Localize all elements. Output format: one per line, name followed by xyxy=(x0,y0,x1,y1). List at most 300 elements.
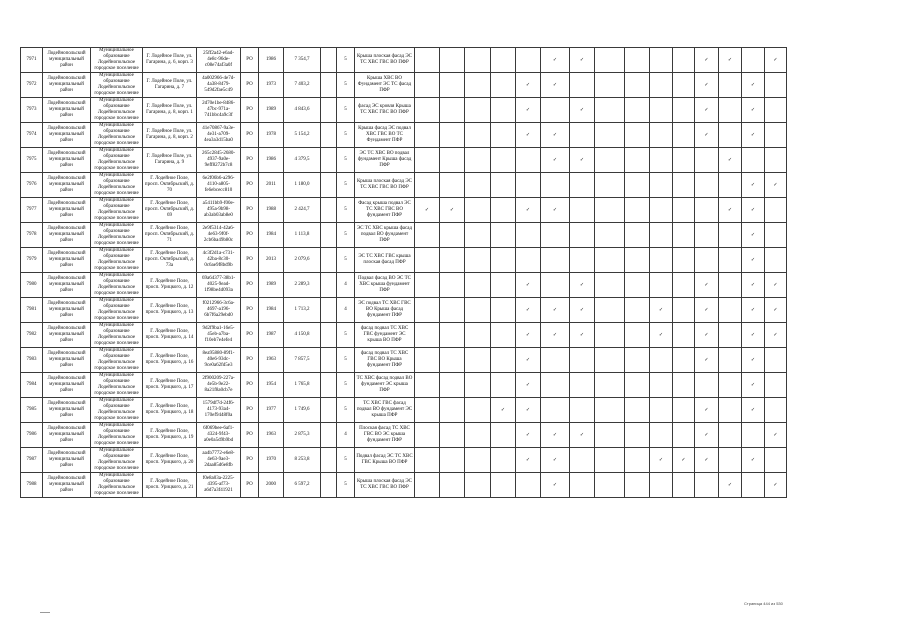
check-mark-icon: ✓ xyxy=(765,423,787,448)
check-mark-icon: ✓ xyxy=(541,123,570,148)
building-code: 265c2845-2680-4937-9a0e-9eff8272b7c8 xyxy=(197,148,241,173)
empty-check-cell xyxy=(440,348,465,373)
check-mark-icon: ✓ xyxy=(719,473,742,498)
empty-check-cell xyxy=(415,298,440,323)
row-number: 7988 xyxy=(21,473,43,498)
check-mark-icon: ✓ xyxy=(516,123,541,148)
floor-count: 5 xyxy=(337,223,355,248)
total-area: 5 154,2 xyxy=(284,123,321,148)
building-address: Г. Лодейное Поле, просп. Урицкого, д. 13 xyxy=(143,298,197,323)
total-area: 1 713,2 xyxy=(284,298,321,323)
empty-check-cell xyxy=(465,123,491,148)
floor-count: 5 xyxy=(337,448,355,473)
empty-check-cell xyxy=(570,448,595,473)
empty-check-cell xyxy=(465,323,491,348)
check-mark-icon: ✓ xyxy=(516,323,541,348)
empty-check-cell xyxy=(625,223,650,248)
empty-check-cell xyxy=(765,73,787,98)
empty-check-cell xyxy=(742,423,765,448)
total-area: 7 857,5 xyxy=(284,348,321,373)
empty-check-cell xyxy=(719,298,742,323)
empty-check-cell xyxy=(491,148,516,173)
empty-check-cell xyxy=(595,223,625,248)
empty-check-cell xyxy=(440,73,465,98)
empty-check-cell xyxy=(695,248,719,273)
table-row xyxy=(21,348,787,373)
ownership-type: РО xyxy=(241,148,259,173)
check-mark-icon: ✓ xyxy=(742,298,765,323)
empty-check-cell xyxy=(516,223,541,248)
total-area: 2 424,7 xyxy=(284,198,321,223)
district-name: Лодейнопольский муниципальный район xyxy=(43,48,91,73)
blank-cell xyxy=(321,73,337,98)
blank-cell xyxy=(321,273,337,298)
check-mark-icon: ✓ xyxy=(650,448,673,473)
building-address: Г. Лодейное Поле, просп. Урицкого, д. 18 xyxy=(143,398,197,423)
check-mark-icon: ✓ xyxy=(570,273,595,298)
district-name: Лодейнопольский муниципальный район xyxy=(43,73,91,98)
row-number: 7987 xyxy=(21,448,43,473)
table-row xyxy=(21,398,787,423)
empty-check-cell xyxy=(415,223,440,248)
blank-cell xyxy=(321,448,337,473)
empty-check-cell xyxy=(650,348,673,373)
works-list: ЭС ТС ХВС ГВС крыша плоская фасад ПФР xyxy=(355,248,415,273)
check-mark-icon: ✓ xyxy=(570,148,595,173)
check-mark-icon: ✓ xyxy=(516,198,541,223)
floor-count: 5 xyxy=(337,373,355,398)
check-mark-icon: ✓ xyxy=(742,73,765,98)
empty-check-cell xyxy=(516,173,541,198)
building-code: 1579df7d-24f6-4173-93a4-170ef9448f0a xyxy=(197,398,241,423)
empty-check-cell xyxy=(695,148,719,173)
table-row xyxy=(21,248,787,273)
works-list: Крыша плоская фасад ЭС ТС ХВС ГВС ВО ПФР xyxy=(355,48,415,73)
check-mark-icon: ✓ xyxy=(695,73,719,98)
empty-check-cell xyxy=(765,398,787,423)
empty-check-cell xyxy=(440,123,465,148)
empty-check-cell xyxy=(673,273,695,298)
check-mark-icon: ✓ xyxy=(742,223,765,248)
empty-check-cell xyxy=(440,448,465,473)
empty-check-cell xyxy=(440,298,465,323)
row-number: 7976 xyxy=(21,173,43,198)
empty-check-cell xyxy=(742,48,765,73)
empty-check-cell xyxy=(650,123,673,148)
district-name: Лодейнопольский муниципальный район xyxy=(43,423,91,448)
municipality-name: Муниципальное образование Лодейнопольское городское поселение xyxy=(91,423,143,448)
empty-check-cell xyxy=(719,423,742,448)
check-mark-icon: ✓ xyxy=(516,98,541,123)
empty-check-cell xyxy=(595,398,625,423)
empty-check-cell xyxy=(415,373,440,398)
empty-check-cell xyxy=(491,123,516,148)
check-mark-icon: ✓ xyxy=(570,48,595,73)
floor-count: 5 xyxy=(337,473,355,498)
ownership-type: РО xyxy=(241,373,259,398)
municipality-name: Муниципальное образование Лодейнопольское городское поселение xyxy=(91,248,143,273)
empty-check-cell xyxy=(491,73,516,98)
table-row xyxy=(21,98,787,123)
works-list: фасад ЭС кровля Крыша ТС ХВС ГВС ВО ПФР xyxy=(355,98,415,123)
empty-check-cell xyxy=(465,198,491,223)
check-mark-icon: ✓ xyxy=(719,198,742,223)
empty-check-cell xyxy=(541,348,570,373)
building-code: a5411bb9-f00e-495a-9b98-ab3ab03ab8e0 xyxy=(197,198,241,223)
blank-cell xyxy=(321,48,337,73)
building-code: 41e70867-9a3e-4e31-a709-4ea3a3d15ba0 xyxy=(197,123,241,148)
check-mark-icon: ✓ xyxy=(491,398,516,423)
row-number: 7972 xyxy=(21,73,43,98)
blank-cell xyxy=(321,323,337,348)
empty-check-cell xyxy=(465,473,491,498)
floor-count: 5 xyxy=(337,48,355,73)
total-area: 1 113,8 xyxy=(284,223,321,248)
empty-check-cell xyxy=(491,348,516,373)
empty-check-cell xyxy=(673,398,695,423)
works-list: ЭС ТС ХВС ВО подвал фундамент Крыша фасад ПФР xyxy=(355,148,415,173)
check-mark-icon: ✓ xyxy=(765,473,787,498)
empty-check-cell xyxy=(595,248,625,273)
check-mark-icon: ✓ xyxy=(541,448,570,473)
empty-check-cell xyxy=(570,398,595,423)
ownership-type: РО xyxy=(241,423,259,448)
district-name: Лодейнопольский муниципальный район xyxy=(43,223,91,248)
empty-check-cell xyxy=(595,448,625,473)
empty-check-cell xyxy=(491,373,516,398)
empty-check-cell xyxy=(765,98,787,123)
district-name: Лодейнопольский муниципальный район xyxy=(43,98,91,123)
empty-check-cell xyxy=(719,398,742,423)
row-number: 7983 xyxy=(21,348,43,373)
works-list: ЭС ТС ХВС крыша фасад подвал ВО фундамент ПФР xyxy=(355,223,415,248)
empty-check-cell xyxy=(595,323,625,348)
empty-check-cell xyxy=(440,98,465,123)
total-area: 4 843,6 xyxy=(284,98,321,123)
check-mark-icon: ✓ xyxy=(742,248,765,273)
district-name: Лодейнопольский муниципальный район xyxy=(43,198,91,223)
check-mark-icon: ✓ xyxy=(673,448,695,473)
build-year: 1970 xyxy=(259,448,284,473)
building-address: Г. Лодейное Поле, просп. Октябрьский, д. 69 xyxy=(143,198,197,223)
check-mark-icon: ✓ xyxy=(742,198,765,223)
district-name: Лодейнопольский муниципальный район xyxy=(43,398,91,423)
empty-check-cell xyxy=(765,348,787,373)
works-list: Крыша фасад ЭС подвал ХВС ГВС ВО ТС Фундамент ПФР xyxy=(355,123,415,148)
check-mark-icon: ✓ xyxy=(742,398,765,423)
blank-cell xyxy=(321,148,337,173)
check-mark-icon: ✓ xyxy=(742,98,765,123)
check-mark-icon: ✓ xyxy=(570,423,595,448)
empty-check-cell xyxy=(570,123,595,148)
municipality-name: Муниципальное образование Лодейнопольское городское поселение xyxy=(91,73,143,98)
check-mark-icon: ✓ xyxy=(516,348,541,373)
ownership-type: РО xyxy=(241,298,259,323)
empty-check-cell xyxy=(625,448,650,473)
empty-check-cell xyxy=(465,148,491,173)
empty-check-cell xyxy=(595,198,625,223)
check-mark-icon: ✓ xyxy=(742,273,765,298)
empty-check-cell xyxy=(650,273,673,298)
empty-check-cell xyxy=(625,473,650,498)
check-mark-icon: ✓ xyxy=(695,323,719,348)
district-name: Лодейнопольский муниципальный район xyxy=(43,123,91,148)
municipality-name: Муниципальное образование Лодейнопольское городское поселение xyxy=(91,398,143,423)
empty-check-cell xyxy=(570,173,595,198)
empty-check-cell xyxy=(465,448,491,473)
build-year: 2013 xyxy=(259,248,284,273)
empty-check-cell xyxy=(625,298,650,323)
municipality-name: Муниципальное образование Лодейнопольское городское поселение xyxy=(91,198,143,223)
blank-cell xyxy=(321,198,337,223)
register-rows xyxy=(21,48,787,498)
register-table xyxy=(20,47,787,498)
total-area: 4 150,8 xyxy=(284,323,321,348)
empty-check-cell xyxy=(719,323,742,348)
check-mark-icon: ✓ xyxy=(765,48,787,73)
floor-count: 5 xyxy=(337,123,355,148)
blank-cell xyxy=(321,123,337,148)
empty-check-cell xyxy=(491,323,516,348)
build-year: 1954 xyxy=(259,373,284,398)
municipality-name: Муниципальное образование Лодейнопольское городское поселение xyxy=(91,473,143,498)
empty-check-cell xyxy=(491,173,516,198)
empty-check-cell xyxy=(491,273,516,298)
check-mark-icon: ✓ xyxy=(695,98,719,123)
empty-check-cell xyxy=(673,123,695,148)
build-year: 1987 xyxy=(259,323,284,348)
district-name: Лодейнопольский муниципальный район xyxy=(43,348,91,373)
blank-cell xyxy=(321,373,337,398)
check-mark-icon: ✓ xyxy=(516,273,541,298)
empty-check-cell xyxy=(541,223,570,248)
building-code: 8ea95880-89f1-40e6-93dc-9ce0a62fd5e3 xyxy=(197,348,241,373)
build-year: 1986 xyxy=(259,148,284,173)
building-address: Г. Лодейное Поле, просп. Урицкого, д. 14 xyxy=(143,323,197,348)
empty-check-cell xyxy=(765,198,787,223)
blank-cell xyxy=(321,348,337,373)
empty-check-cell xyxy=(570,248,595,273)
building-address: Г. Лодейное Поле, просп. Урицкого, д. 17 xyxy=(143,373,197,398)
empty-check-cell xyxy=(491,473,516,498)
works-list: фасад подвал ТС ХВС ГВС ВО Крыша фундамент ПФР xyxy=(355,348,415,373)
total-area: 4 379,5 xyxy=(284,148,321,173)
empty-check-cell xyxy=(625,273,650,298)
empty-check-cell xyxy=(541,98,570,123)
empty-check-cell xyxy=(625,48,650,73)
empty-check-cell xyxy=(570,223,595,248)
works-list: Крыша плоская фасад ЭС ТС ХВС ГВС ВО ПФР xyxy=(355,473,415,498)
floor-count: 5 xyxy=(337,173,355,198)
check-mark-icon: ✓ xyxy=(719,148,742,173)
empty-check-cell xyxy=(415,423,440,448)
floor-count: 4 xyxy=(337,273,355,298)
building-address: Г. Лодейное Поле, ул. Гагарина, д. 9 xyxy=(143,148,197,173)
ownership-type: РО xyxy=(241,448,259,473)
municipality-name: Муниципальное образование Лодейнопольское городское поселение xyxy=(91,273,143,298)
ownership-type: РО xyxy=(241,348,259,373)
corner-mark xyxy=(40,612,50,613)
building-address: Г. Лодейное Поле, ул. Гагарина, д. 8, корп. 2 xyxy=(143,123,197,148)
district-name: Лодейнопольский муниципальный район xyxy=(43,148,91,173)
ownership-type: РО xyxy=(241,248,259,273)
empty-check-cell xyxy=(625,123,650,148)
works-list: Крыша ХВС ВО Фундамент ЭС ТС фасад ПФР xyxy=(355,73,415,98)
works-list: ЭС подвал ТС ХВС ГВС ВО Крыша фасад фундамент ПФР xyxy=(355,298,415,323)
building-address: Г. Лодейное Поле, ул. Гагарина, д. 6, корп. 3 xyxy=(143,48,197,73)
empty-check-cell xyxy=(719,73,742,98)
table-row xyxy=(21,48,787,73)
total-area: 6 597,2 xyxy=(284,473,321,498)
ownership-type: РО xyxy=(241,273,259,298)
ownership-type: РО xyxy=(241,198,259,223)
check-mark-icon: ✓ xyxy=(719,48,742,73)
table-row xyxy=(21,148,787,173)
check-mark-icon: ✓ xyxy=(695,398,719,423)
empty-check-cell xyxy=(415,48,440,73)
municipality-name: Муниципальное образование Лодейнопольское городское поселение xyxy=(91,373,143,398)
district-name: Лодейнопольский муниципальный район xyxy=(43,373,91,398)
floor-count: 5 xyxy=(337,198,355,223)
floor-count: 5 xyxy=(337,98,355,123)
row-number: 7979 xyxy=(21,248,43,273)
empty-check-cell xyxy=(625,98,650,123)
check-mark-icon: ✓ xyxy=(695,48,719,73)
building-address: Г. Лодейное Поле, просп. Урицкого, д. 20 xyxy=(143,448,197,473)
empty-check-cell xyxy=(415,398,440,423)
empty-check-cell xyxy=(625,73,650,98)
empty-check-cell xyxy=(570,73,595,98)
check-mark-icon: ✓ xyxy=(516,448,541,473)
empty-check-cell xyxy=(516,148,541,173)
works-list: Крыша плоская фасад ЭС ТС ХВС ГВС ВО ПФР xyxy=(355,173,415,198)
empty-check-cell xyxy=(595,298,625,323)
empty-check-cell xyxy=(650,423,673,448)
empty-check-cell xyxy=(440,373,465,398)
empty-check-cell xyxy=(625,173,650,198)
check-mark-icon: ✓ xyxy=(650,298,673,323)
empty-check-cell xyxy=(742,148,765,173)
building-address: Г. Лодейное Поле, просп. Урицкого, д. 12 xyxy=(143,273,197,298)
blank-cell xyxy=(321,423,337,448)
empty-check-cell xyxy=(595,473,625,498)
blank-cell xyxy=(321,173,337,198)
empty-check-cell xyxy=(673,223,695,248)
total-area: 1 765,8 xyxy=(284,373,321,398)
check-mark-icon: ✓ xyxy=(516,373,541,398)
empty-check-cell xyxy=(440,223,465,248)
empty-check-cell xyxy=(719,98,742,123)
blank-cell xyxy=(321,473,337,498)
building-code: 2e9f5314-42a6-4e63-9f0f-2cb6ba49b80c xyxy=(197,223,241,248)
empty-check-cell xyxy=(650,373,673,398)
empty-check-cell xyxy=(491,198,516,223)
empty-check-cell xyxy=(765,148,787,173)
municipality-name: Муниципальное образование Лодейнопольское городское поселение xyxy=(91,223,143,248)
empty-check-cell xyxy=(465,398,491,423)
total-area: 1 749,6 xyxy=(284,398,321,423)
empty-check-cell xyxy=(570,473,595,498)
building-code: 69a64377-38b1-4025-9ead-1f98be4d093a xyxy=(197,273,241,298)
check-mark-icon: ✓ xyxy=(541,423,570,448)
empty-check-cell xyxy=(465,248,491,273)
empty-check-cell xyxy=(595,148,625,173)
empty-check-cell xyxy=(650,398,673,423)
check-mark-icon: ✓ xyxy=(541,473,570,498)
empty-check-cell xyxy=(625,148,650,173)
empty-check-cell xyxy=(440,48,465,73)
empty-check-cell xyxy=(673,323,695,348)
row-number: 7973 xyxy=(21,98,43,123)
empty-check-cell xyxy=(415,73,440,98)
empty-check-cell xyxy=(765,373,787,398)
empty-check-cell xyxy=(673,48,695,73)
building-address: Г. Лодейное Поле, просп. Октябрьский, д. 70 xyxy=(143,173,197,198)
building-code: 4c3f2d1a-c731-42ba-8c30-0c6ae9f8bd9b xyxy=(197,248,241,273)
empty-check-cell xyxy=(541,273,570,298)
empty-check-cell xyxy=(650,248,673,273)
building-address: Г. Лодейное Поле, ул. Гагарина, д. 8, корп. 1 xyxy=(143,98,197,123)
municipality-name: Муниципальное образование Лодейнопольское городское поселение xyxy=(91,48,143,73)
empty-check-cell xyxy=(491,98,516,123)
building-address: Г. Лодейное Поле, просп. Октябрьский, д. 71 xyxy=(143,223,197,248)
municipality-name: Муниципальное образование Лодейнопольское городское поселение xyxy=(91,298,143,323)
row-number: 7986 xyxy=(21,423,43,448)
municipality-name: Муниципальное образование Лодейнопольское городское поселение xyxy=(91,123,143,148)
row-number: 7984 xyxy=(21,373,43,398)
empty-check-cell xyxy=(595,373,625,398)
building-address: Г. Лодейное Поле, просп. Урицкого, д. 19 xyxy=(143,423,197,448)
check-mark-icon: ✓ xyxy=(516,73,541,98)
empty-check-cell xyxy=(491,223,516,248)
empty-check-cell xyxy=(625,323,650,348)
empty-check-cell xyxy=(440,423,465,448)
empty-check-cell xyxy=(695,373,719,398)
empty-check-cell xyxy=(625,198,650,223)
total-area: 2 289,3 xyxy=(284,273,321,298)
empty-check-cell xyxy=(625,398,650,423)
empty-check-cell xyxy=(650,73,673,98)
check-mark-icon: ✓ xyxy=(516,423,541,448)
check-mark-icon: ✓ xyxy=(695,448,719,473)
empty-check-cell xyxy=(719,373,742,398)
building-code: 9d2f9ba1-16e5-45eb-a7ba-f10eb7e4efe4 xyxy=(197,323,241,348)
empty-check-cell xyxy=(765,123,787,148)
ownership-type: РО xyxy=(241,123,259,148)
building-address: Г. Лодейное Поле, ул. Гагарина, д. 7 xyxy=(143,73,197,98)
empty-check-cell xyxy=(415,348,440,373)
building-address: Г. Лодейное Поле, просп. Октябрьский, д. 73а xyxy=(143,248,197,273)
empty-check-cell xyxy=(415,448,440,473)
check-mark-icon: ✓ xyxy=(570,323,595,348)
empty-check-cell xyxy=(719,223,742,248)
empty-check-cell xyxy=(465,423,491,448)
building-address: Г. Лодейное Поле, просп. Урицкого, д. 21 xyxy=(143,473,197,498)
check-mark-icon: ✓ xyxy=(765,173,787,198)
build-year: 1978 xyxy=(259,123,284,148)
check-mark-icon: ✓ xyxy=(742,373,765,398)
empty-check-cell xyxy=(595,73,625,98)
row-number: 7982 xyxy=(21,323,43,348)
empty-check-cell xyxy=(673,198,695,223)
check-mark-icon: ✓ xyxy=(650,323,673,348)
ownership-type: РО xyxy=(241,323,259,348)
empty-check-cell xyxy=(695,198,719,223)
check-mark-icon: ✓ xyxy=(440,198,465,223)
empty-check-cell xyxy=(673,73,695,98)
empty-check-cell xyxy=(765,223,787,248)
empty-check-cell xyxy=(673,98,695,123)
